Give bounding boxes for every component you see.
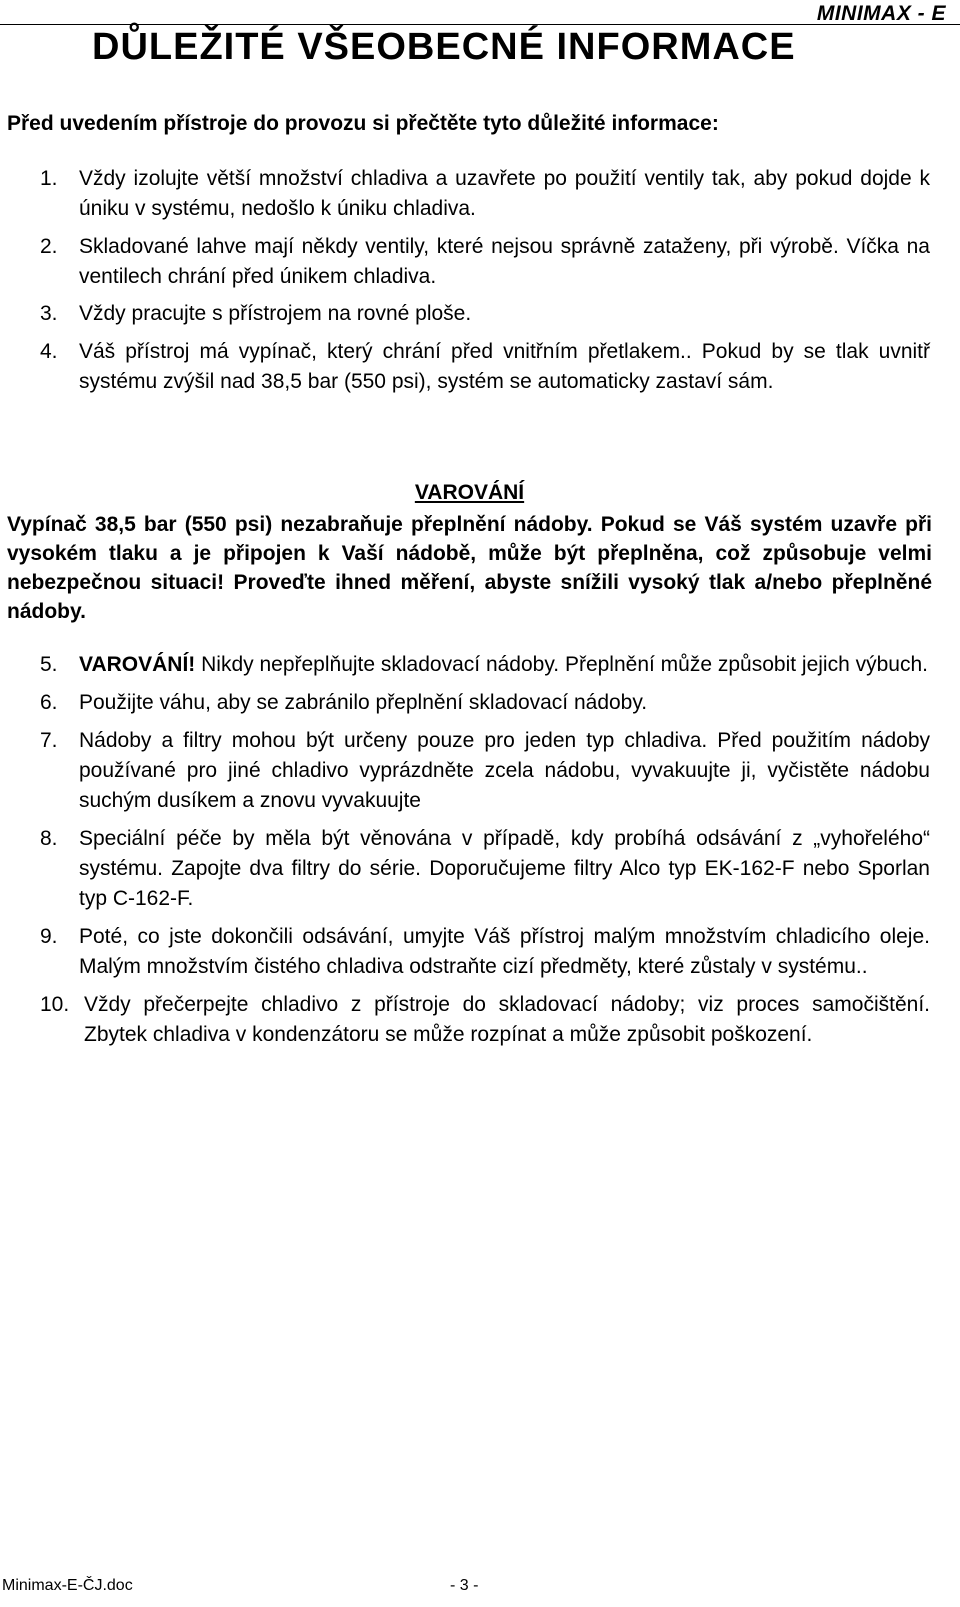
- list-item: [0, 824, 960, 914]
- header-product: MINIMAX - E: [816, 2, 946, 25]
- warning-body: Vypínač 38,5 bar (550 psi) nezabraňuje přeplnění nádoby. Pokud se Váš systém uzavře při vysokém tlaku a je připojen k Vaší nádobě, může být přeplněna, což způsobuje velmi nebezpečnou situaci! Proveďte ihned měření, abyste snížili vysoký tlak a/nebo přeplněné nádoby.: [7, 513, 932, 623]
- item-warning-label: VAROVÁNÍ!: [79, 653, 196, 676]
- item-text: Speciální péče by měla být věnována v případě, kdy probíhá odsávání z „vyhořelého“ systému. Zapojte dva filtry do série. Doporučujeme filtry Alco typ EK-162-F nebo Sporlan typ C-162-F.: [79, 827, 930, 910]
- item-text: Nádoby a filtry mohou být určeny pouze pro jeden typ chladiva. Před použitím nádoby používané pro jiné chladivo vyprázdněte zcela nádobu, vyvakuujte ji, vyčistěte nádobu suchým dusíkem a znovu vyvakuujte: [79, 729, 930, 812]
- item-number: 4.: [40, 340, 58, 363]
- list-item: [0, 337, 960, 397]
- header-rule: [0, 24, 960, 25]
- instruction-list-b: [0, 650, 960, 1050]
- item-number: 10.: [40, 993, 70, 1016]
- list-item: [0, 990, 960, 1050]
- intro-text: Před uvedením přístroje do provozu si přečtěte tyto důležité informace:: [7, 112, 719, 135]
- item-number: 8.: [40, 827, 58, 850]
- warning-block: [7, 478, 932, 626]
- list-item: [0, 922, 960, 982]
- item-text: Poté, co jste dokončili odsávání, umyjte Váš přístroj malým množstvím chladicího oleje. Malým množstvím čistého chladiva odstraňte cizí předměty, které zůstaly v systému..: [79, 925, 930, 978]
- item-number: 7.: [40, 729, 58, 752]
- list-item: [0, 164, 960, 224]
- item-number: 6.: [40, 691, 58, 714]
- item-text: Vždy pracujte s přístrojem na rovné ploše.: [79, 302, 472, 325]
- item-text: Nikdy nepřeplňujte skladovací nádoby. Přeplnění může způsobit jejich výbuch.: [195, 653, 928, 676]
- page-title: DŮLEŽITÉ VŠEOBECNÉ INFORMACE: [92, 26, 796, 68]
- item-text: Vždy izolujte větší množství chladiva a uzavřete po použití ventily tak, aby pokud dojde k úniku v systému, nedošlo k úniku chladiva.: [79, 167, 930, 220]
- item-text: Použijte váhu, aby se zabránilo přeplnění skladovací nádoby.: [79, 691, 648, 714]
- list-item: [0, 650, 960, 680]
- item-number: 9.: [40, 925, 58, 948]
- footer-page-number: - 3 -: [450, 1577, 479, 1594]
- list-item: [0, 299, 960, 329]
- item-text: Skladované lahve mají někdy ventily, které nejsou správně zataženy, při výrobě. Víčka na ventilech chrání před únikem chladiva.: [79, 235, 930, 288]
- page-header: [0, 0, 960, 28]
- list-item: [0, 726, 960, 816]
- list-item: [0, 688, 960, 718]
- instruction-list-a: [0, 164, 960, 397]
- item-number: 2.: [40, 235, 58, 258]
- warning-heading: VAROVÁNÍ: [414, 481, 525, 504]
- item-text: Vždy přečerpejte chladivo z přístroje do skladovací nádoby; viz proces samočištění. Zbytek chladiva v kondenzátoru se může rozpínat a může způsobit poškození.: [84, 993, 930, 1046]
- item-number: 3.: [40, 302, 58, 325]
- item-number: 5.: [40, 653, 58, 676]
- list-item: [0, 232, 960, 292]
- item-number: 1.: [40, 167, 58, 190]
- footer-filename: Minimax-E-ČJ.doc: [2, 1577, 133, 1594]
- item-text: Váš přístroj má vypínač, který chrání před vnitřním přetlakem.. Pokud by se tlak uvnitř systému zvýšil nad 38,5 bar (550 psi), systém se automaticky zastaví sám.: [79, 340, 930, 393]
